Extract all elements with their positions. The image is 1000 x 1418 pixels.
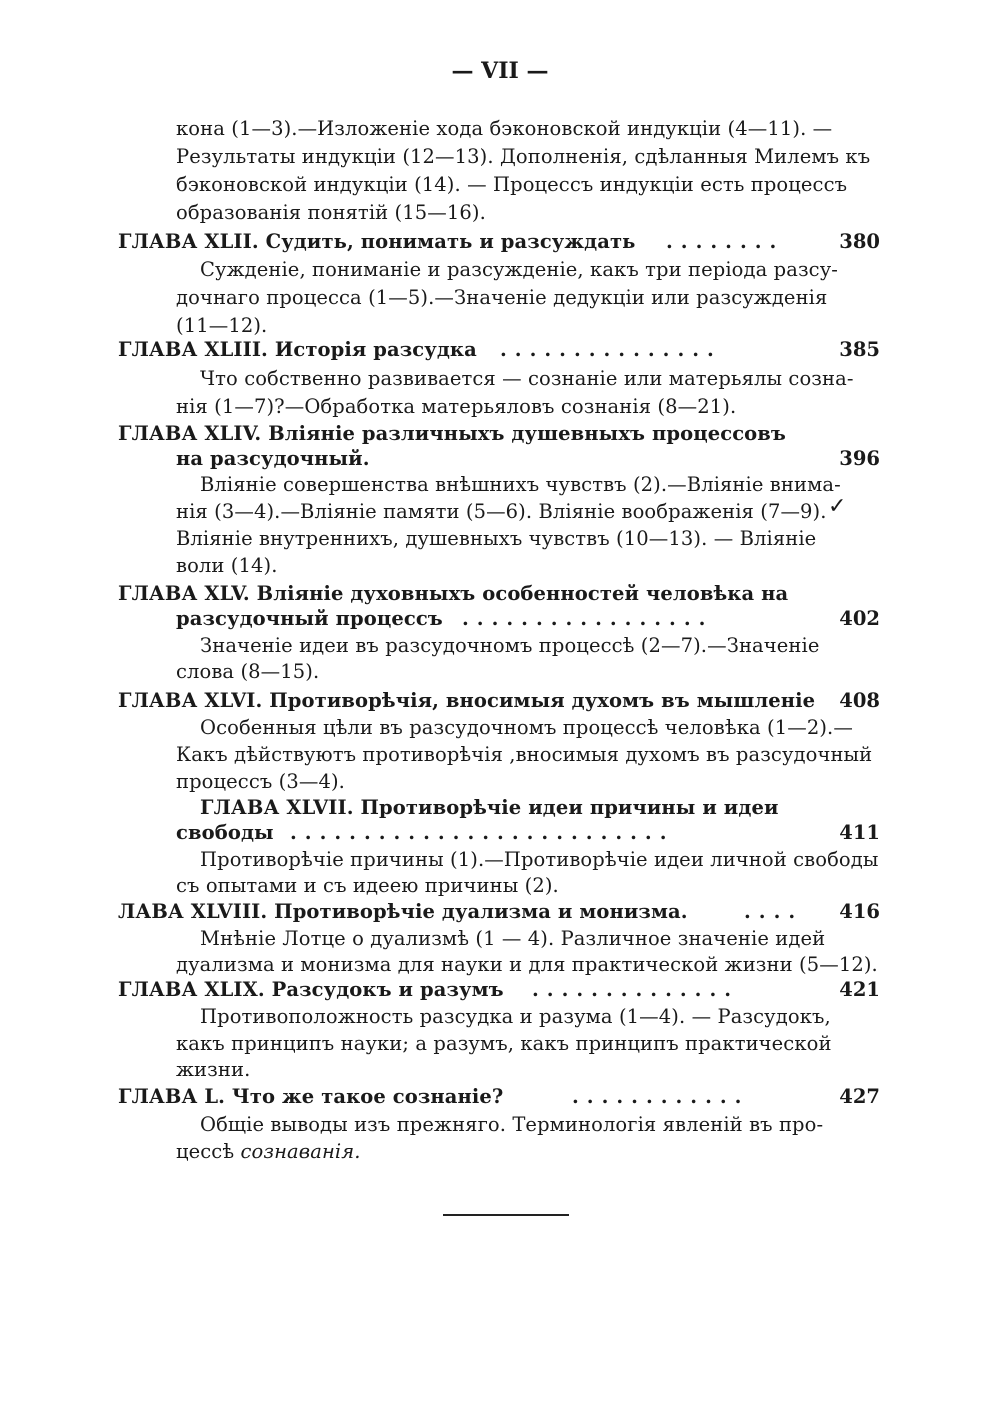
- page-number: 380: [839, 230, 880, 253]
- page-folio: — VII —: [451, 58, 549, 84]
- leader-dots: ...............: [500, 338, 722, 361]
- leader-dots: ....: [744, 900, 804, 923]
- toc-line: съ опытами и съ идеею причины (2).: [176, 874, 559, 897]
- end-rule: [443, 1214, 569, 1216]
- chapter-heading: разсудочный процессъ: [176, 607, 443, 630]
- toc-line: Результаты индукціи (12—13). Дополненія, сдѣланныя Милемъ къ: [176, 145, 871, 168]
- page-number: 421: [839, 978, 880, 1001]
- toc-line: дуализма и монизма для науки и для практической жизни (5—12).: [176, 953, 878, 976]
- toc-line: дочнаго процесса (1—5).—Значеніе дедукціи или разсужденія: [176, 286, 828, 309]
- toc-line: Противоположность разсудка и разума (1—4). — Разсудокъ,: [200, 1005, 831, 1028]
- toc-line: какъ принципъ науки; а разумъ, какъ принципъ практической: [176, 1032, 832, 1055]
- chapter-heading: ГЛАВА L. Что же такое сознаніе?: [118, 1085, 504, 1108]
- toc-line: Особенныя цѣли въ разсудочномъ процессѣ человѣка (1—2).—: [200, 716, 853, 739]
- leader-dots: ............: [572, 1085, 750, 1108]
- chapter-heading: свободы: [176, 821, 274, 844]
- chapter-heading: ГЛАВА XLV. Вліяніе духовныхъ особенностей человѣка на: [118, 582, 789, 605]
- leader-dots: .................: [462, 607, 714, 630]
- italic-term: сознаванія.: [240, 1140, 361, 1163]
- toc-line: (11—12).: [176, 314, 268, 337]
- chapter-heading: на разсудочный.: [176, 447, 370, 470]
- toc-line: Что собственно развивается — сознаніе или матерьялы созна-: [200, 367, 854, 390]
- page-number: 416: [839, 900, 880, 923]
- leader-dots: ..............: [532, 978, 740, 1001]
- pencil-checkmark-icon: ✓: [828, 494, 847, 519]
- chapter-heading: ГЛАВА XLVII. Противорѣчіе идеи причины и идеи: [200, 796, 779, 819]
- page-number: 385: [839, 338, 880, 361]
- chapter-heading: ГЛАВА XLII. Судить, понимать и разсуждать: [118, 230, 636, 253]
- toc-line: процессъ (3—4).: [176, 770, 345, 793]
- toc-line: Значеніе идеи въ разсудочномъ процессѣ (2—7).—Значеніе: [200, 634, 820, 657]
- toc-line: Противорѣчіе причины (1).—Противорѣчіе идеи личной свободы: [200, 848, 879, 871]
- toc-line: нія (1—7)?—Обработка матерьяловъ сознанія (8—21).: [176, 395, 737, 418]
- chapter-heading: ГЛАВА XLIX. Разсудокъ и разумъ: [118, 978, 504, 1001]
- toc-line: Вліяніе совершенства внѣшнихъ чувствъ (2).—Вліяніе внима-: [200, 473, 841, 496]
- toc-text: цессѣ: [176, 1140, 235, 1163]
- toc-line: Общіе выводы изъ прежняго. Терминологія явленій въ про-: [200, 1113, 824, 1136]
- page-number: 427: [839, 1085, 880, 1108]
- toc-line: Мнѣніе Лотце о дуализмѣ (1 — 4). Различное значеніе идей: [200, 927, 826, 950]
- chapter-heading: ЛАВА XLVIII. Противорѣчіе дуализма и монизма.: [118, 900, 688, 923]
- toc-line: жизни.: [176, 1058, 251, 1081]
- chapter-heading: ГЛАВА XLIII. Исторія разсудка: [118, 338, 477, 361]
- toc-line: Какъ дѣйствуютъ противорѣчія ,вносимыя духомъ въ разсудочный: [176, 743, 873, 766]
- toc-line: нія (3—4).—Вліяніе памяти (5—6). Вліяніе воображенія (7—9).: [176, 500, 827, 523]
- page-number: 396: [839, 447, 880, 470]
- toc-line: Сужденіе, пониманіе и разсужденіе, какъ три періода разсу-: [200, 258, 838, 281]
- leader-dots: ..........................: [290, 821, 675, 844]
- page-number: 408: [839, 689, 880, 712]
- page-number: 402: [839, 607, 880, 630]
- toc-line: Вліяніе внутреннихъ, душевныхъ чувствъ (10—13). — Вліяніе: [176, 527, 817, 550]
- chapter-heading: ГЛАВА XLVI. Противорѣчія, вносимыя духомъ въ мышленіе: [118, 689, 816, 712]
- toc-line: образованія понятій (15—16).: [176, 201, 486, 224]
- toc-line: [176, 1139, 361, 1165]
- toc-line: кона (1—3).—Изложеніе хода бэконовской индукціи (4—11). —: [176, 117, 833, 140]
- toc-line: слова (8—15).: [176, 660, 320, 683]
- page-number: 411: [839, 821, 880, 844]
- toc-line: воли (14).: [176, 554, 278, 577]
- chapter-heading: ГЛАВА XLIV. Вліяніе различныхъ душевныхъ процессовъ: [118, 422, 786, 445]
- leader-dots: ........: [666, 230, 785, 253]
- toc-line: бэконовской индукціи (14). — Процессъ индукціи есть процессъ: [176, 173, 848, 196]
